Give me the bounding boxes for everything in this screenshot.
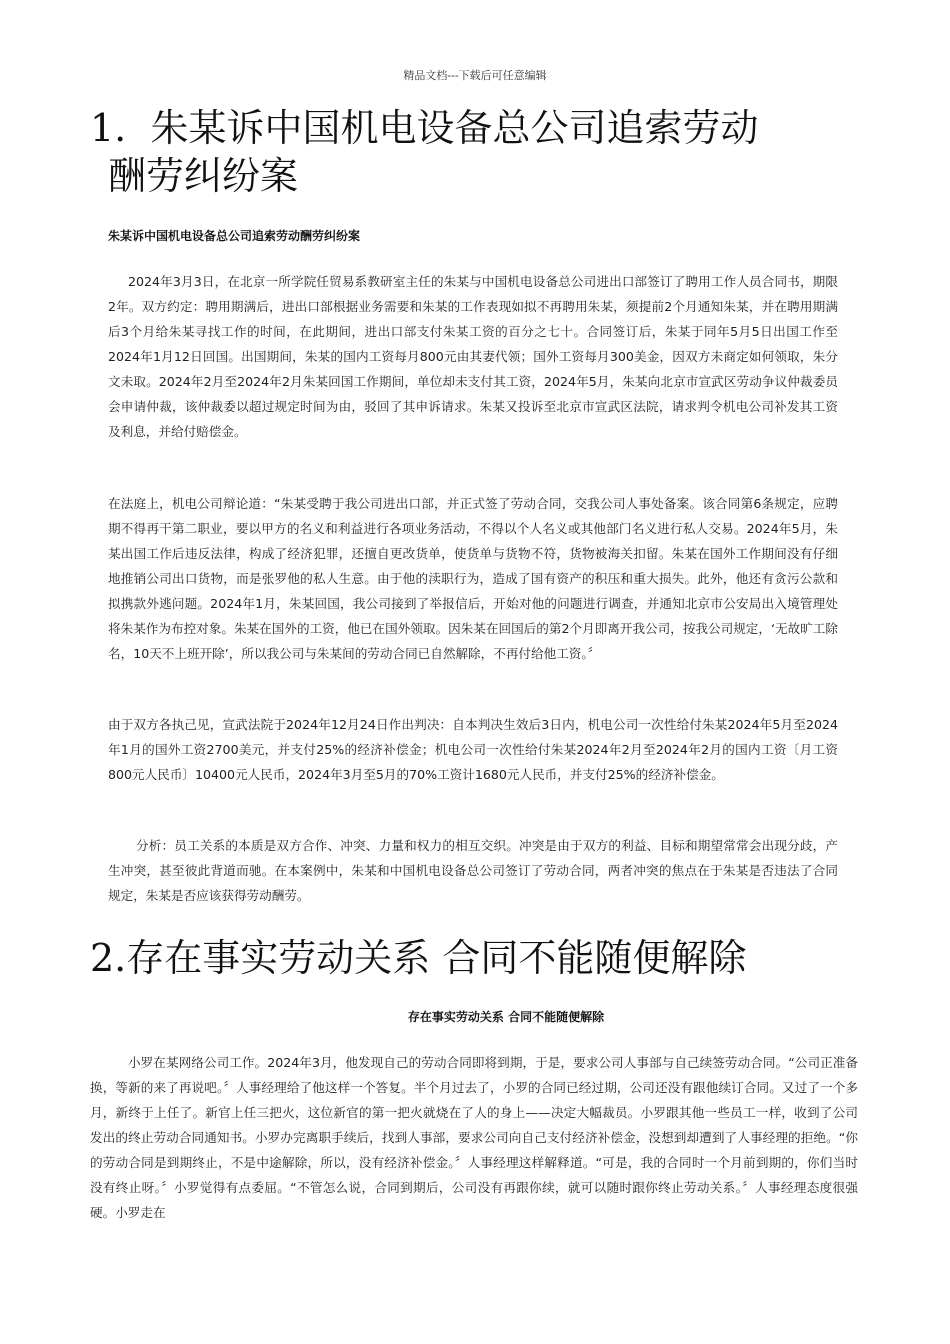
section-2-number: 2.	[90, 936, 127, 980]
section-2-title: 存在事实劳动关系 合同不能随便解除	[126, 936, 747, 980]
section-2-subtitle: 存在事实劳动关系 合同不能随便解除	[407, 1010, 605, 1024]
section-1-analysis-paragraph: 分析：员工关系的本质是双方合作、冲突、力量和权力的相互交织。冲突是由于双方的利益、目标和期望常常会出现分歧，产生冲突，甚至彼此背道而驰。在本案例中，朱某和中国机电设备总公司签订了劳动合同，两者冲突的焦点在于朱某是否违法了合同规定，朱某是否应该获得劳动酬劳。	[108, 838, 838, 903]
section-1-number: 1.	[90, 106, 127, 150]
section-1-paragraph-2: 在法庭上，机电公司辩论道：“朱某受聘于我公司进出口部，并正式签了劳动合同，交我公司人事处备案。该合同第6条规定，应聘期不得再干第二职业，要以甲方的名义和利益进行各项业务活动，不得以个人名义或其他部门名义进行私人交易。2024年5月，朱某出国工作后违反法律，构成了经济犯罪，还擅自更改货单，使货单与货物不符，货物被海关扣留。朱某在国外工作期间没有仔细地推销公司出口货物，而是张罗他的私人生意。由于他的渎职行为，造成了国有资产的积压和重大损失。此外，他还有贪污公款和拟携款外逃问题。2024年1月，朱某回国，我公司接到了举报信后，开始对他的问题进行调查，并通知北京市公安局出入境管理处将朱某作为布控对象。朱某在国外的工资，他已在国外领取。因朱某在回国后的第2个月即离开我公司，按我公司规定，‘无故旷工除名，10天不上班开除’，所以我公司与朱某间的劳动合同已自然解除，不再付给他工资。〞	[108, 496, 838, 661]
section-1-subtitle: 朱某诉中国机电设备总公司追索劳动酬劳纠纷案	[108, 229, 361, 243]
section-1-paragraph-1: 2024年3月3日，在北京一所学院任贸易系教研室主任的朱某与中国机电设备总公司进出口部签订了聘用工作人员合同书，期限2年。双方约定：聘用期满后，进出口部根据业务需要和朱某的工作表现如拟不再聘用朱某，须提前2个月通知朱某，并在聘用期满后3个月给朱某寻找工作的时间，在此期间，进出口部支付朱某工资的百分之七十。合同签订后，朱某于同年5月5日出国工作至2024年1月12日回国。出国期间，朱某的国内工资每月800元由其妻代领；国外工资每月300美金，因双方未商定如何领取，朱分文未取。2024年2月至2024年2月朱某回国工作期间，单位却未支付其工资，2024年5月，朱某向北京市宣武区劳动争议仲裁委员会申请仲裁，该仲裁委以超过规定时间为由，驳回了其申诉请求。朱某又投诉至北京市宣武区法院，请求判令机电公司补发其工资及利息，并给付赔偿金。	[108, 274, 838, 439]
page-header: 精品文档---下载后可任意编辑	[403, 69, 547, 82]
section-2-paragraph-1: 小罗在某网络公司工作。2024年3月，他发现自己的劳动合同即将到期，于是，要求公司人事部与自己续签劳动合同。“公司正准备换，等新的来了再说吧。〞人事经理给了他这样一个答复。半个月过去了，小罗的合同已经过期，公司还没有跟他续订合同。又过了一个多月，新终于上任了。新官上任三把火，这位新官的第一把火就烧在了人的身上——决定大幅裁员。小罗跟其他一些员工一样，收到了公司发出的终止劳动合同通知书。小罗办完离职手续后，找到人事部，要求公司向自己支付经济补偿金，没想到却遭到了人事经理的拒绝。“你的劳动合同是到期终止，不是中途解除，所以，没有经济补偿金。〞人事经理这样解释道。“可是，我的合同时一个月前到期的，你们当时没有终止呀。〞小罗觉得有点委屈。“不管怎么说，合同到期后，公司没有再跟你续，就可以随时跟你终止劳动关系。〞人事经理态度很强硬。小罗走在	[90, 1055, 858, 1220]
section-1-title-line2: 酬劳纠纷案	[108, 154, 299, 198]
section-1-paragraph-3: 由于双方各执己见，宣武法院于2024年12月24日作出判决：自本判决生效后3日内，机电公司一次性给付朱某2024年5月至2024年1月的国外工资2700美元，并支付25%的经济补偿金；机电公司一次性给付朱某2024年2月至2024年2月的国内工资〔月工资800元人民币〕10400元人民币，2024年3月至5月的70%工资计1680元人民币，并支付25%的经济补偿金。	[108, 717, 838, 782]
section-2-heading	[90, 934, 860, 982]
section-1-heading	[90, 104, 860, 200]
section-1-title-line1: 朱某诉中国机电设备总公司追索劳动	[150, 106, 759, 150]
